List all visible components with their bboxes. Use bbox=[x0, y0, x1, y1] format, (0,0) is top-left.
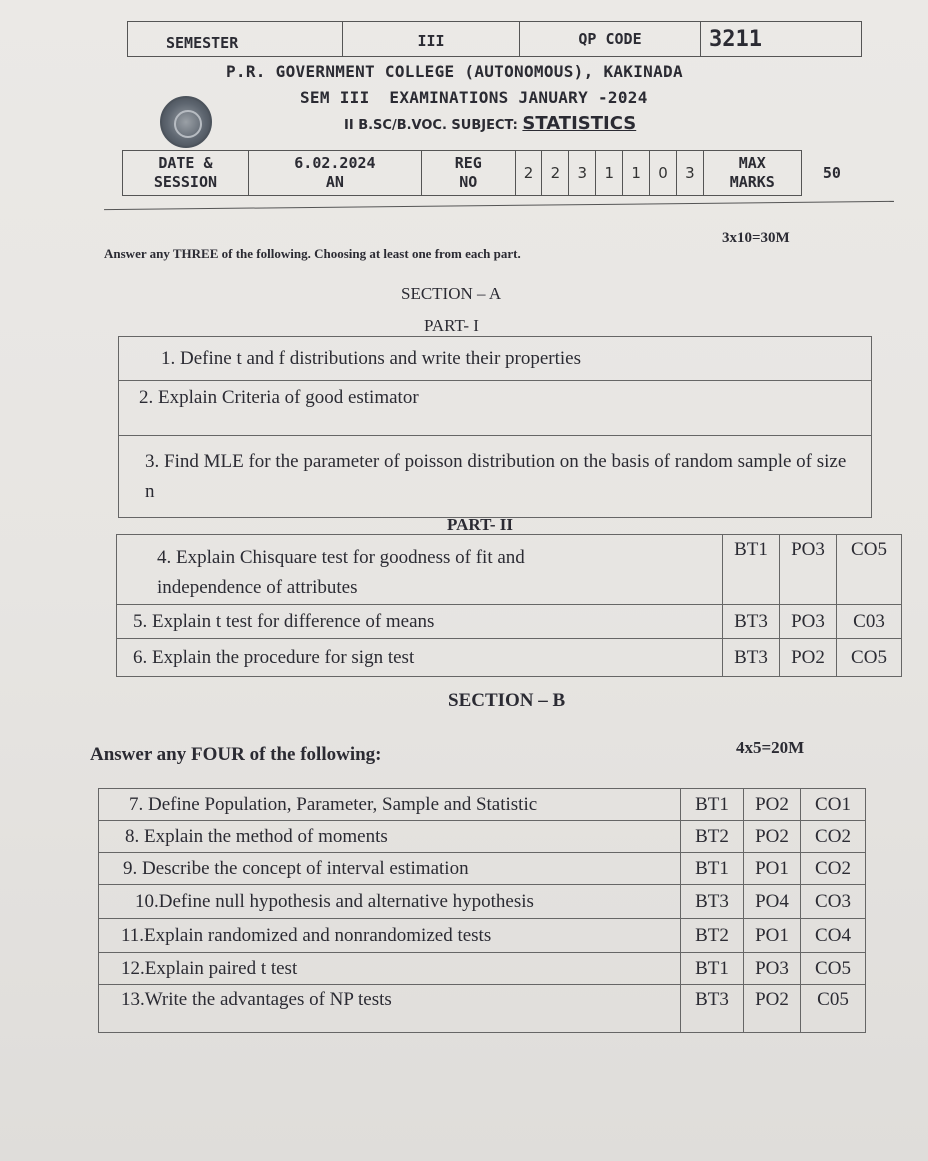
co-code: CO2 bbox=[801, 821, 866, 853]
reg-digit: 0 bbox=[650, 151, 677, 196]
po-code: PO3 bbox=[744, 953, 801, 985]
co-code: CO1 bbox=[801, 789, 866, 821]
bt-level: BT1 bbox=[681, 953, 744, 985]
question-text: 5. Explain t test for difference of means bbox=[117, 605, 723, 639]
question-text: 12.Explain paired t test bbox=[99, 953, 681, 985]
college-name: P.R. GOVERNMENT COLLEGE (AUTONOMOUS), KAKINADA bbox=[226, 62, 683, 81]
question-text: 11.Explain randomized and nonrandomized tests bbox=[99, 919, 681, 953]
question-row bbox=[117, 639, 902, 677]
header-table-bottom bbox=[122, 150, 862, 196]
question-row bbox=[99, 885, 866, 919]
po-code: PO2 bbox=[744, 985, 801, 1033]
bt-level: BT3 bbox=[681, 885, 744, 919]
po-code: PO1 bbox=[744, 919, 801, 953]
max-marks-value: 50 bbox=[801, 151, 862, 196]
co-code: CO5 bbox=[801, 953, 866, 985]
semester-value: III bbox=[343, 22, 520, 57]
bt-level: BT1 bbox=[681, 853, 744, 885]
question-text: 1. Define t and f distributions and write their properties bbox=[119, 337, 872, 381]
question-row bbox=[99, 821, 866, 853]
qp-code-label: QP CODE bbox=[520, 22, 701, 57]
question-row bbox=[117, 535, 902, 605]
question-text: 6. Explain the procedure for sign test bbox=[117, 639, 723, 677]
part-2-questions bbox=[116, 534, 902, 677]
reg-digit: 1 bbox=[623, 151, 650, 196]
question-row bbox=[99, 985, 866, 1033]
max-marks-label: MAX MARKS bbox=[703, 151, 801, 196]
co-code: CO5 bbox=[837, 639, 902, 677]
qp-code-value: 3211 bbox=[701, 22, 862, 57]
bt-level: BT2 bbox=[681, 919, 744, 953]
question-row bbox=[119, 381, 872, 436]
section-a-instruction: Answer any THREE of the following. Choosing at least one from each part. bbox=[104, 246, 521, 261]
reg-digit: 2 bbox=[515, 151, 542, 196]
header-table-top bbox=[127, 21, 862, 57]
question-text: 7. Define Population, Parameter, Sample and Statistic bbox=[99, 789, 681, 821]
question-row bbox=[117, 605, 902, 639]
section-a-marks: 3x10=30M bbox=[722, 230, 790, 246]
question-row bbox=[99, 853, 866, 885]
co-code: C05 bbox=[801, 985, 866, 1033]
part-1-questions bbox=[118, 336, 872, 518]
po-code: PO3 bbox=[780, 535, 837, 605]
bt-level: BT1 bbox=[723, 535, 780, 605]
reg-digit: 3 bbox=[569, 151, 596, 196]
po-code: PO2 bbox=[744, 821, 801, 853]
question-row bbox=[119, 436, 872, 518]
section-b-questions bbox=[98, 788, 866, 1033]
reg-digit: 2 bbox=[542, 151, 569, 196]
co-code: CO5 bbox=[837, 535, 902, 605]
question-text: 4. Explain Chisquare test for goodness of fit and independence of attributes bbox=[117, 535, 723, 605]
po-code: PO1 bbox=[744, 853, 801, 885]
bt-level: BT2 bbox=[681, 821, 744, 853]
date-session-label: DATE & SESSION bbox=[123, 151, 249, 196]
question-text: 2. Explain Criteria of good estimator bbox=[119, 381, 872, 436]
semester-label: SEMESTER bbox=[128, 22, 343, 57]
reg-no-label: REG NO bbox=[422, 151, 516, 196]
section-b-instruction: Answer any FOUR of the following: bbox=[90, 744, 382, 765]
co-code: CO3 bbox=[801, 885, 866, 919]
co-code: CO4 bbox=[801, 919, 866, 953]
subject-line bbox=[344, 113, 636, 134]
po-code: PO4 bbox=[744, 885, 801, 919]
subject-name: STATISTICS bbox=[522, 113, 637, 134]
question-text: 10.Define null hypothesis and alternative hypothesis bbox=[99, 885, 681, 919]
section-b-marks: 4x5=20M bbox=[736, 738, 805, 757]
date-session-value: 6.02.2024 AN bbox=[248, 151, 421, 196]
question-row bbox=[99, 919, 866, 953]
question-text: 3. Find MLE for the parameter of poisson distribution on the basis of random sample of size n bbox=[119, 436, 872, 518]
subject-prefix: II B.SC/B.VOC. SUBJECT: bbox=[344, 118, 518, 133]
question-text: 13.Write the advantages of NP tests bbox=[99, 985, 681, 1033]
question-text: 8. Explain the method of moments bbox=[99, 821, 681, 853]
po-code: PO2 bbox=[744, 789, 801, 821]
part-1-title: PART- I bbox=[424, 316, 479, 335]
section-a-title: SECTION – A bbox=[401, 284, 502, 303]
bt-level: BT3 bbox=[723, 605, 780, 639]
po-code: PO3 bbox=[780, 605, 837, 639]
bt-level: BT1 bbox=[681, 789, 744, 821]
college-emblem bbox=[160, 96, 212, 148]
part-2-title: PART- II bbox=[447, 515, 513, 534]
bt-level: BT3 bbox=[723, 639, 780, 677]
section-b-title: SECTION – B bbox=[448, 690, 566, 711]
reg-digit: 3 bbox=[676, 151, 703, 196]
bt-level: BT3 bbox=[681, 985, 744, 1033]
header-divider bbox=[104, 201, 894, 210]
co-code: CO2 bbox=[801, 853, 866, 885]
question-row bbox=[99, 789, 866, 821]
question-row bbox=[119, 337, 872, 381]
reg-digit: 1 bbox=[596, 151, 623, 196]
co-code: C03 bbox=[837, 605, 902, 639]
question-text: 9. Describe the concept of interval estimation bbox=[99, 853, 681, 885]
po-code: PO2 bbox=[780, 639, 837, 677]
question-row bbox=[99, 953, 866, 985]
exam-title: SEM III EXAMINATIONS JANUARY -2024 bbox=[300, 88, 648, 107]
